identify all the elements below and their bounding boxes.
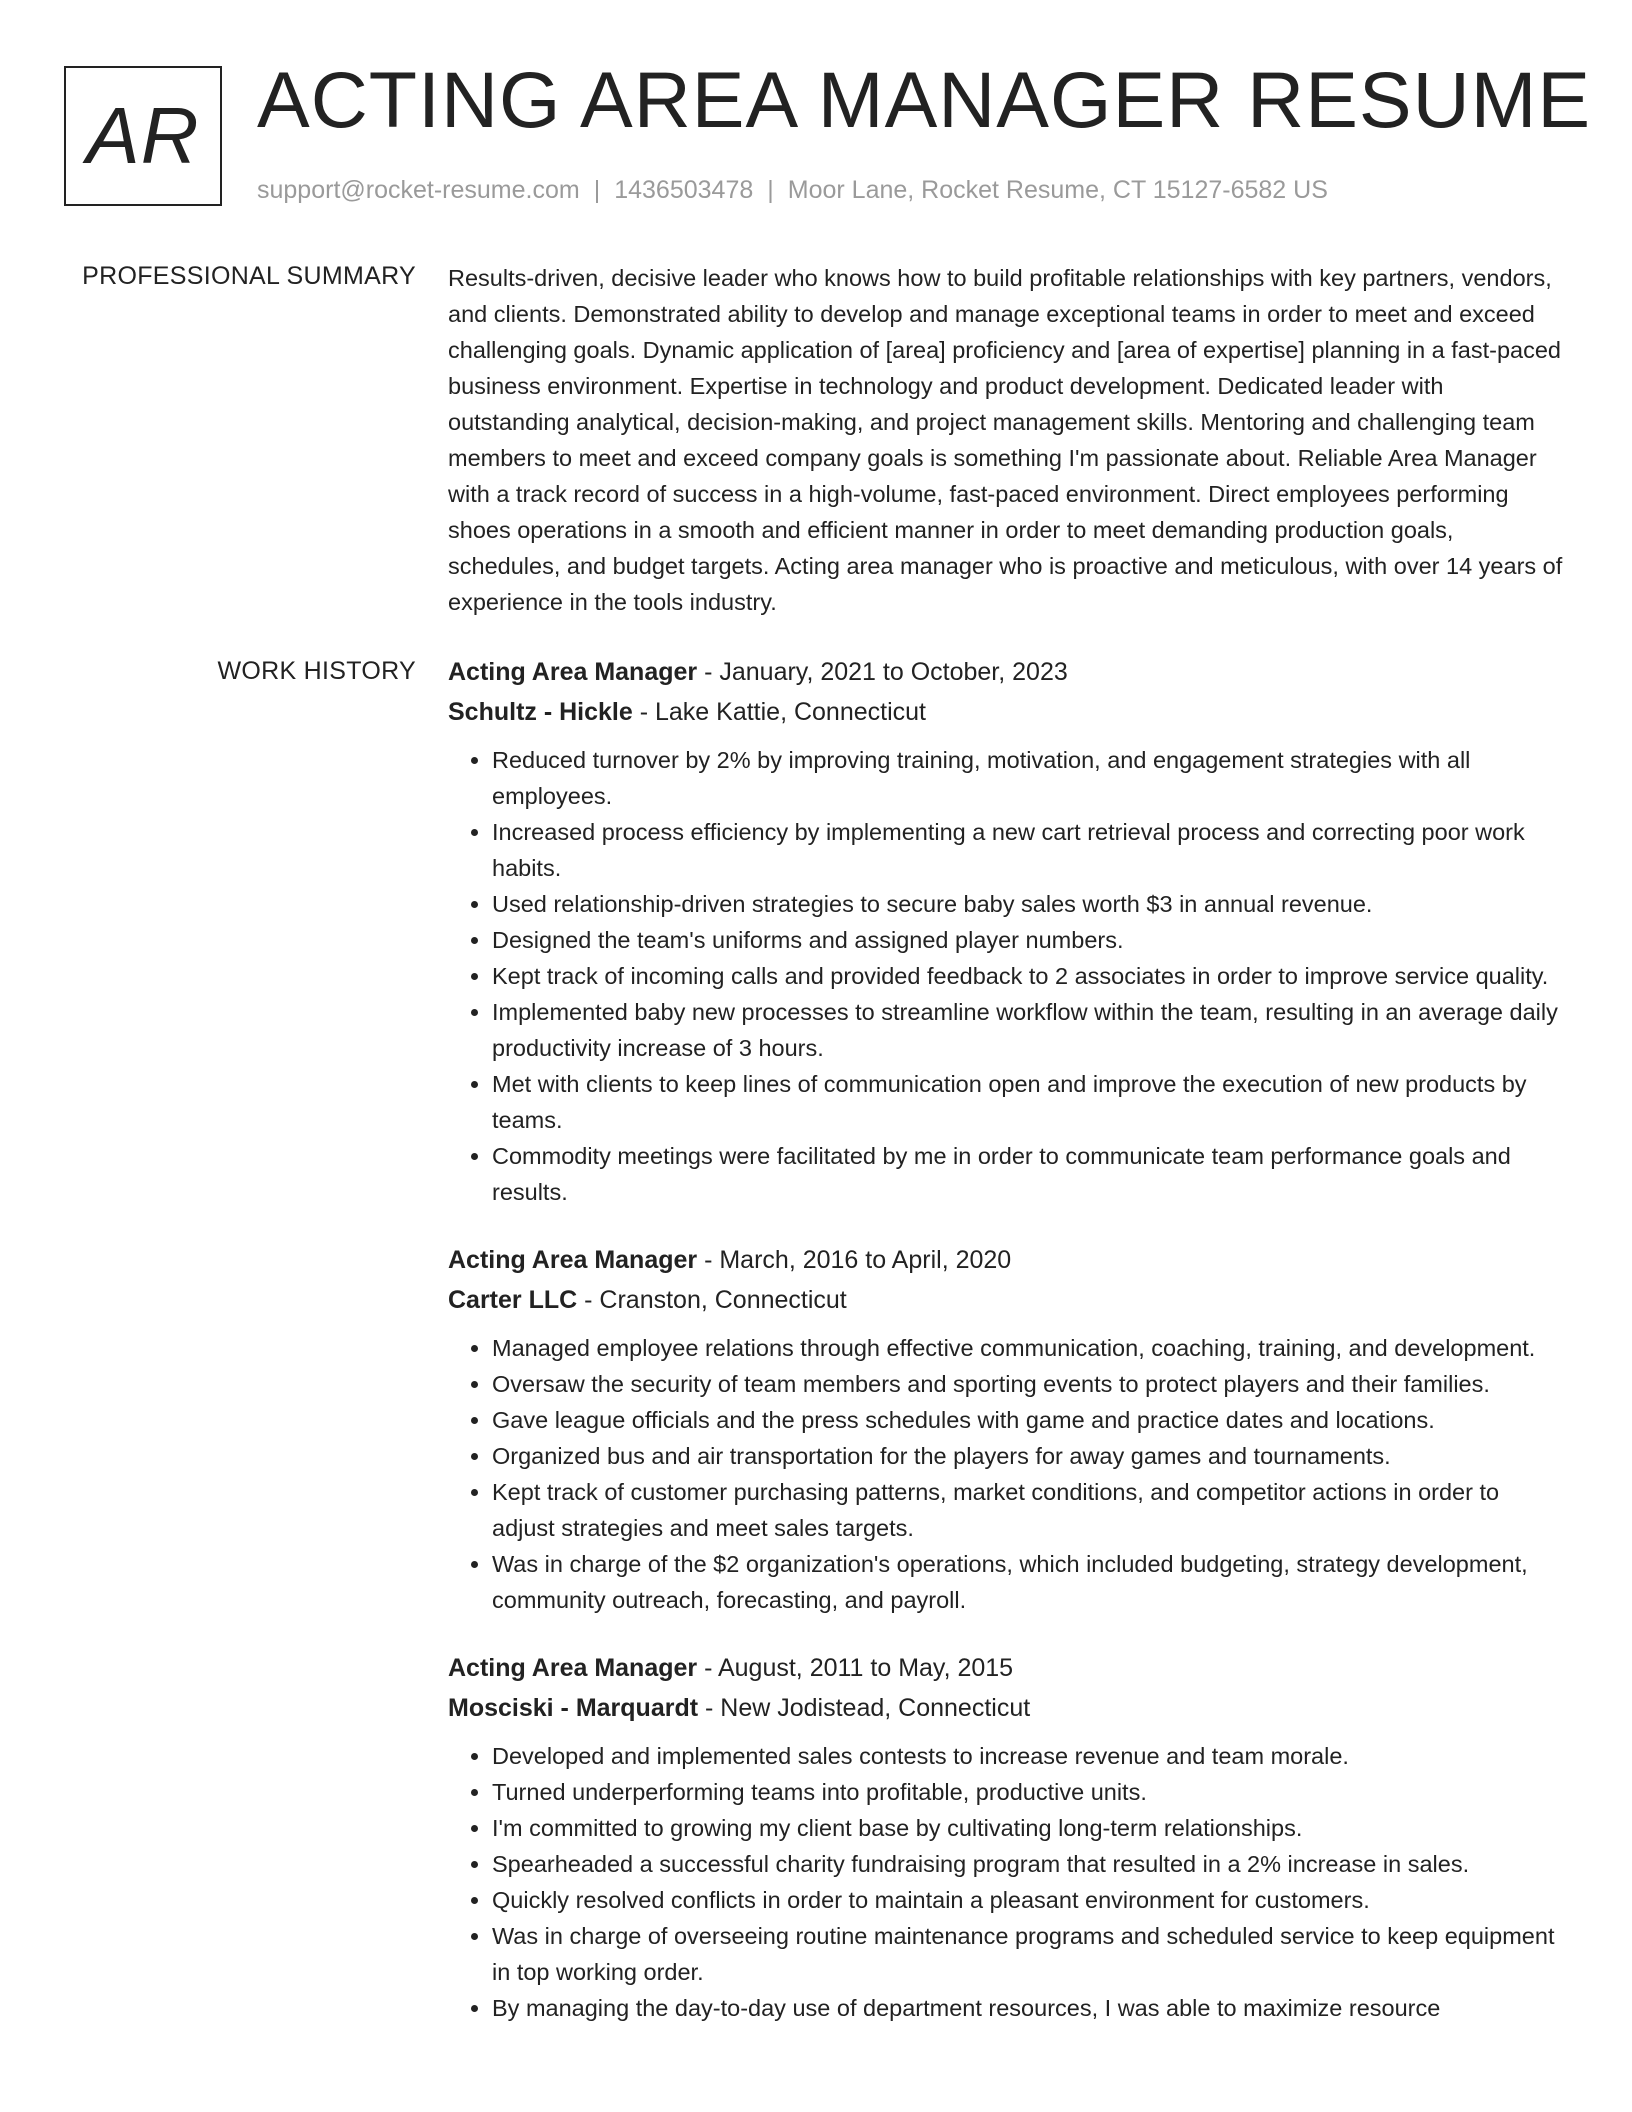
job-bullet: • Managed employee relations through effective communication, coaching, training, and development. — [492, 1330, 1568, 1366]
job-bullet: • Organized bus and air transportation for the players for away games and tournaments. — [492, 1438, 1568, 1474]
job-bullet-list — [448, 1738, 1568, 2026]
job-bullet: • Developed and implemented sales contests to increase revenue and team morale. — [492, 1738, 1568, 1774]
job-location: - Cranston, Connecticut — [577, 1286, 847, 1314]
job-entry — [448, 1648, 1568, 2026]
job-bullet: • Commodity meetings were facilitated by me in order to communicate team performance goals and results. — [492, 1138, 1568, 1210]
job-location: - New Jodistead, Connecticut — [698, 1694, 1031, 1722]
job-bullet-list — [448, 1330, 1568, 1618]
job-bullet: • Quickly resolved conflicts in order to maintain a pleasant environment for customers. — [492, 1882, 1568, 1918]
job-bullet: • Increased process efficiency by implementing a new cart retrieval process and correcting poor work habits. — [492, 814, 1568, 886]
job-company-line — [448, 692, 1568, 732]
job-company-line — [448, 1688, 1568, 1728]
job-bullet: • Reduced turnover by 2% by improving training, motivation, and engagement strategies with all employees. — [492, 742, 1568, 814]
work-history-section — [448, 652, 1568, 2056]
job-entry — [448, 1240, 1568, 1618]
summary-section-label: PROFESSIONAL SUMMARY — [82, 262, 416, 290]
contact-line — [257, 176, 1328, 205]
job-bullet: • Was in charge of overseeing routine maintenance programs and scheduled service to keep equipment in top working order. — [492, 1918, 1568, 1990]
job-entry — [448, 652, 1568, 1210]
job-bullet: • Gave league officials and the press schedules with game and practice dates and locations. — [492, 1402, 1568, 1438]
job-title-line — [448, 1240, 1568, 1280]
contact-address: Moor Lane, Rocket Resume, CT 15127-6582 US — [787, 176, 1328, 204]
job-bullet: • Designed the team's uniforms and assigned player numbers. — [492, 922, 1568, 958]
job-title: Acting Area Manager — [448, 658, 698, 686]
job-company: Schultz - Hickle — [448, 698, 633, 726]
job-bullet-list — [448, 742, 1568, 1210]
job-title: Acting Area Manager — [448, 1654, 698, 1682]
job-bullet: • Met with clients to keep lines of communication open and improve the execution of new products by teams. — [492, 1066, 1568, 1138]
job-bullet: • Kept track of incoming calls and provided feedback to 2 associates in order to improve service quality. — [492, 958, 1568, 994]
job-bullet: • I'm committed to growing my client base by cultivating long-term relationships. — [492, 1810, 1568, 1846]
job-company-line — [448, 1280, 1568, 1320]
contact-separator: | — [593, 176, 601, 204]
job-bullet: • Oversaw the security of team members and sporting events to protect players and their families. — [492, 1366, 1568, 1402]
work-section-label: WORK HISTORY — [217, 657, 416, 685]
job-dates: - March, 2016 to April, 2020 — [697, 1246, 1012, 1274]
job-company: Carter LLC — [448, 1286, 578, 1314]
contact-phone: 1436503478 — [614, 176, 754, 204]
job-bullet: • Used relationship-driven strategies to secure baby sales worth $3 in annual revenue. — [492, 886, 1568, 922]
job-company: Mosciski - Marquardt — [448, 1694, 699, 1722]
job-bullet: • By managing the day-to-day use of department resources, I was able to maximize resource — [492, 1990, 1568, 2026]
job-dates: - August, 2011 to May, 2015 — [697, 1654, 1014, 1682]
job-title-line — [448, 1648, 1568, 1688]
job-dates: - January, 2021 to October, 2023 — [697, 658, 1068, 686]
job-bullet: • Was in charge of the $2 organization's operations, which included budgeting, strategy development, community outreach, forecasting, and payroll. — [492, 1546, 1568, 1618]
monogram-initials: AR — [86, 91, 200, 180]
job-bullet: • Spearheaded a successful charity fundraising program that resulted in a 2% increase in sales. — [492, 1846, 1568, 1882]
job-location: - Lake Kattie, Connecticut — [632, 698, 926, 726]
resume-title: ACTING AREA MANAGER RESUME — [257, 55, 1592, 144]
monogram-badge — [64, 66, 222, 206]
summary-text: Results-driven, decisive leader who knows how to build profitable relationships with key partners, vendors, and clients. Demonstrated ability to develop and manage exceptional teams in order to meet and exceed challenging goals. Dynamic application of [area] proficiency and [area of expertise] planning in a fast-paced business environment. Expertise in technology and product development. Dedicated leader with outstanding analytical, decision-making, and project management skills. Mentoring and challenging team members to meet and exceed company goals is something I'm passionate about. Reliable Area Manager with a track record of success in a high-volume, fast-paced environment. Direct employees performing shoes operations in a smooth and efficient manner in order to meet demanding production goals, schedules, and budget targets. Acting area manager who is proactive and meticulous, with over 14 years of experience in the tools industry. — [448, 265, 1563, 615]
job-bullet: • Turned underperforming teams into profitable, productive units. — [492, 1774, 1568, 1810]
job-bullet: • Implemented baby new processes to streamline workflow within the team, resulting in an average daily productivity increase of 3 hours. — [492, 994, 1568, 1066]
job-title-line — [448, 652, 1568, 692]
contact-separator: | — [767, 176, 774, 204]
contact-email: support@rocket-resume.com — [257, 176, 580, 204]
job-bullet: • Kept track of customer purchasing patterns, market conditions, and competitor actions in order to adjust strategies and meet sales targets. — [492, 1474, 1568, 1546]
summary-section — [448, 260, 1568, 620]
job-title: Acting Area Manager — [448, 1246, 698, 1274]
